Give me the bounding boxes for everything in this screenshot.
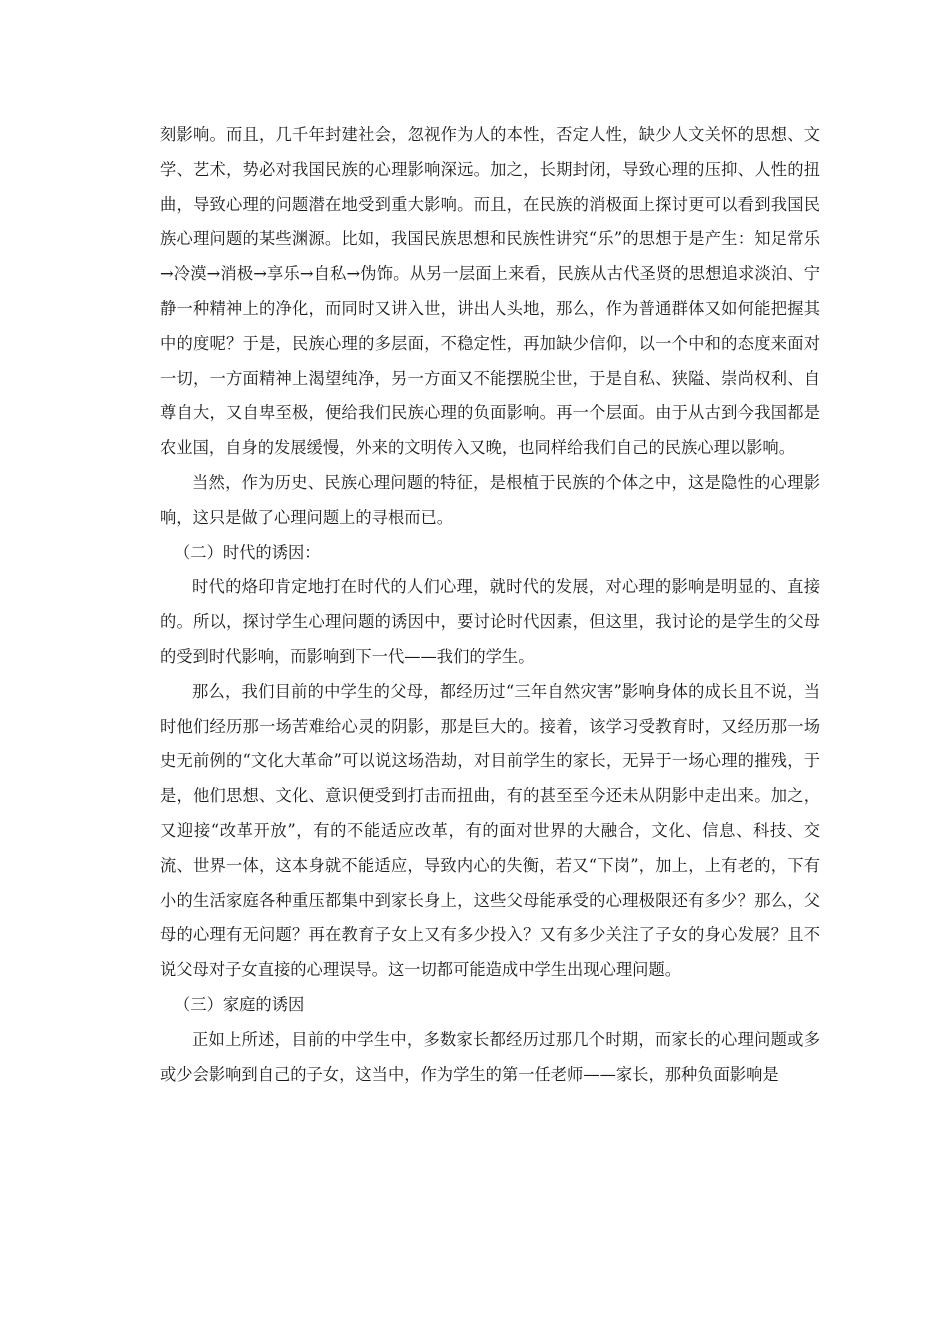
paragraph: 时代的烙印肯定地打在时代的人们心理，就时代的发展，对心理的影响是明显的、直接的。所以，探讨学生心理问题的诱因中，要讨论时代因素，但这里，我讨论的是学生的父母的受到时代影响，而影响到下一代——我们的学生。: [160, 577, 820, 666]
section-heading-family: （三）家庭的诱因: [174, 994, 305, 1014]
paragraph: 正如上所述，目前的中学生中，多数家长都经历过那几个时期，而家长的心理问题或多或少会影响到自己的子女，这当中，作为学生的第一任老师——家长，那种负面影响是: [160, 1029, 820, 1084]
paragraph-continued: 刻影响。而且，几千年封建社会，忽视作为人的本性，否定人性，缺少人文关怀的思想、文学、艺术，势必对我国民族的心理影响深远。加之，长期封闭，导致心理的压抑、人性的扭曲，导致心理的问题潜在地受到重大影响。而且，在民族的消极面上探讨更可以看到我国民族心理问题的某些渊源。比如，我国民族思想和民族性讲究“乐”的思想于是产生：知足常乐→冷漠→消极→享乐→自私→伪饰。从另一层面上来看，民族从古代圣贤的思想追求淡泊、宁静一种精神上的净化，而同时又讲入世，讲出人头地，那么，作为普通群体又如何能把握其中的度呢？于是，民族心理的多层面，不稳定性，再加缺少信仰，以一个中和的态度来面对一切，一方面精神上渴望纯净，另一方面又不能摆脱尘世，于是自私、狭隘、崇尚权利、自尊自大，又自卑至极，便给我们民族心理的负面影响。再一个层面。由于从古到今我国都是农业国，自身的发展缓慢，外来的文明传入又晚，也同样给我们自己的民族心理以影响。: [160, 125, 820, 458]
paragraph: 当然，作为历史、民族心理问题的特征，是根植于民族的个体之中，这是隐性的心理影响，这只是做了心理问题上的寻根而已。: [160, 472, 820, 527]
paragraph: 那么，我们目前的中学生的父母，都经历过“三年自然灾害”影响身体的成长且不说，当时他们经历那一场苦难给心灵的阴影，那是巨大的。接着，该学习受教育时，又经历那一场史无前例的“文化大革命”可以说这场浩劫，对目前学生的家长，无异于一场心理的摧残，于是，他们思想、文化、意识便受到打击而扭曲，有的甚至至今还未从阴影中走出来。加之，又迎接“改革开放”，有的不能适应改革，有的面对世界的大融合，文化、信息、科技、交流、世界一体，这本身就不能适应，导致内心的失衡，若又“下岗”，加上，上有老的，下有小的生活家庭各种重压都集中到家长身上，这些父母能承受的心理极限还有多少？那么，父母的心理有无问题？再在教育子女上又有多少投入？又有多少关注了子女的身心发展？且不说父母对子女直接的心理误导。这一切都可能造成中学生出现心理问题。: [160, 681, 820, 980]
document-body: [160, 118, 820, 1092]
section-heading-era: （二）时代的诱因：: [174, 542, 321, 562]
